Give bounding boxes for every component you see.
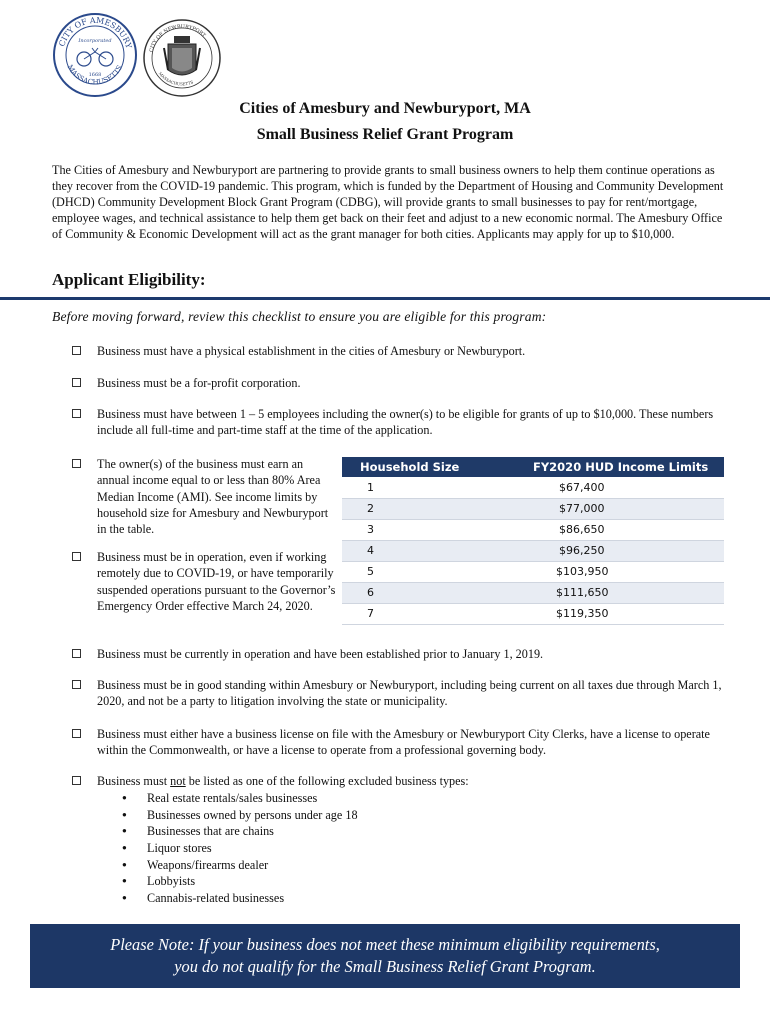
table-row xyxy=(342,498,724,519)
list-item: ● Businesses owned by persons under age 18 xyxy=(97,807,732,824)
table-row xyxy=(342,561,724,582)
excluded-intro xyxy=(97,773,732,789)
checkbox[interactable] xyxy=(72,409,81,418)
list-item: ● Weapons/firearms dealer xyxy=(97,857,732,874)
checklist-item-text: Business must have between 1 – 5 employees including the owner(s) to be eligible for grants of up to $10,000. These numbers include all full-time and part-time staff at the time of the application. xyxy=(97,407,714,438)
title-line-2: Small Business Relief Grant Program xyxy=(256,126,514,143)
table-cell: $67,400 xyxy=(467,477,724,498)
checkbox[interactable] xyxy=(72,459,81,468)
table-cell: 6 xyxy=(342,582,467,603)
table-cell: $111,650 xyxy=(467,582,724,603)
table-row xyxy=(342,540,724,561)
table-row xyxy=(342,477,724,498)
checkbox[interactable] xyxy=(72,649,81,658)
checklist-item xyxy=(72,456,337,537)
seal-center-text: Incorporated xyxy=(78,38,112,44)
table-row xyxy=(342,603,724,624)
notice-line-1: Please Note: If your business does not meet these minimum eligibility requirements, xyxy=(110,935,660,954)
table-cell: $103,950 xyxy=(467,561,724,582)
checklist-item xyxy=(72,375,732,391)
seal2-bottom-text: MASSACHUSETTS xyxy=(157,70,194,87)
eligibility-heading: Applicant Eligibility: xyxy=(52,270,206,289)
checklist-item xyxy=(72,726,732,759)
excluded-not: not xyxy=(170,774,186,788)
excluded-prefix: Business must xyxy=(97,774,171,788)
table-cell: $96,250 xyxy=(467,540,724,561)
excluded-suffix: be listed as one of the following excluded business types: xyxy=(185,774,469,788)
table-header-row xyxy=(342,457,724,477)
table-row xyxy=(342,519,724,540)
intro-paragraph: The Cities of Amesbury and Newburyport are partnering to provide grants to small business owners to help them continue operations as they recover from the COVID-19 pandemic. This program, which is funded by the Department of Housing and Community Development (DHCD) Community Development Block Grant Program (CDBG), will provide grants to small businesses to pay for rent/mortgage, employee wages, and technical assistance to help them get back on their feet and adjust to a new economic normal. The Amesbury Office of Community & Economic Development will act as the grant manager for both cities. Applicants may apply for up to $10,000. xyxy=(52,163,724,242)
notice-line-2: you do not qualify for the Small Business Relief Grant Program. xyxy=(174,957,596,976)
eligibility-lead: Before moving forward, review this checklist to ensure you are eligible for this program: xyxy=(52,309,547,324)
checklist-item-text: Business must be currently in operation and have been established prior to January 1, 2019. xyxy=(97,647,544,661)
checklist-item-text: The owner(s) of the business must earn an annual income equal to or less than 80% Area Median Income (AMI). See income limits by household size for Amesbury and Newburyport in the table. xyxy=(97,457,329,537)
checkbox[interactable] xyxy=(72,680,81,689)
seal-top-text: CITY OF AMESBURY xyxy=(57,15,134,50)
notice-banner xyxy=(30,924,740,988)
seal-bottom-text: MASSACHUSETTS xyxy=(65,63,125,87)
table-cell: 1 xyxy=(342,477,467,498)
excluded-block xyxy=(97,773,732,906)
table-cell: 4 xyxy=(342,540,467,561)
checklist-item-text: Business must have a physical establishment in the cities of Amesbury or Newburyport. xyxy=(97,344,526,358)
list-item: ● Real estate rentals/sales businesses xyxy=(97,790,732,807)
checklist-item-text: Business must be in good standing within Amesbury or Newburyport, including being current on all taxes due through March 1, 2020, and not be a party to litigation involving the state or municipality. xyxy=(97,678,722,709)
list-item: ● Cannabis-related businesses xyxy=(97,890,732,907)
checklist-item-text: Business must be a for-profit corporation. xyxy=(97,376,301,390)
section-divider xyxy=(0,297,770,300)
table-cell: 3 xyxy=(342,519,467,540)
seal-year: 1668 xyxy=(88,72,102,78)
list-item: ● Lobbyists xyxy=(97,873,732,890)
table-cell: $86,650 xyxy=(467,519,724,540)
checklist-item xyxy=(72,406,732,439)
checklist-item xyxy=(72,343,732,359)
column-header-household-size: Household Size xyxy=(342,457,467,477)
table-row xyxy=(342,582,724,603)
income-limits-table xyxy=(342,457,724,625)
table-cell: 5 xyxy=(342,561,467,582)
checklist-item-excluded xyxy=(72,773,732,906)
table-cell: $77,000 xyxy=(467,498,724,519)
checkbox[interactable] xyxy=(72,552,81,561)
table-cell: 7 xyxy=(342,603,467,624)
seal2-top-text: CITY OF NEWBURYPORT xyxy=(148,23,207,53)
checklist-item-text: Business must be in operation, even if working remotely due to COVID-19, or have temporarily suspended operations pursuant to the Governor’s Emergency Order effective March 24, 2020. xyxy=(97,550,336,613)
checkbox[interactable] xyxy=(72,378,81,387)
table-cell: 2 xyxy=(342,498,467,519)
excluded-list xyxy=(97,790,732,906)
list-item: ● Businesses that are chains xyxy=(97,823,732,840)
title-line-1: Cities of Amesbury and Newburyport, MA xyxy=(239,100,531,117)
checklist-item xyxy=(72,646,732,662)
checklist-item xyxy=(72,549,337,614)
table-cell: $119,350 xyxy=(467,603,724,624)
column-header-income-limits: FY2020 HUD Income Limits xyxy=(467,457,724,477)
checkbox[interactable] xyxy=(72,776,81,785)
checklist-item xyxy=(72,677,732,710)
newburyport-seal-icon xyxy=(142,14,222,102)
checklist-item-text: Business must either have a business license on file with the Amesbury or Newburyport City Clerks, have a license to operate within the Commonwealth, or have a license to operate from a professional governing body. xyxy=(97,727,710,758)
amesbury-seal-icon xyxy=(52,12,138,98)
checkbox[interactable] xyxy=(72,346,81,355)
list-item: ● Liquor stores xyxy=(97,840,732,857)
checkbox[interactable] xyxy=(72,729,81,738)
